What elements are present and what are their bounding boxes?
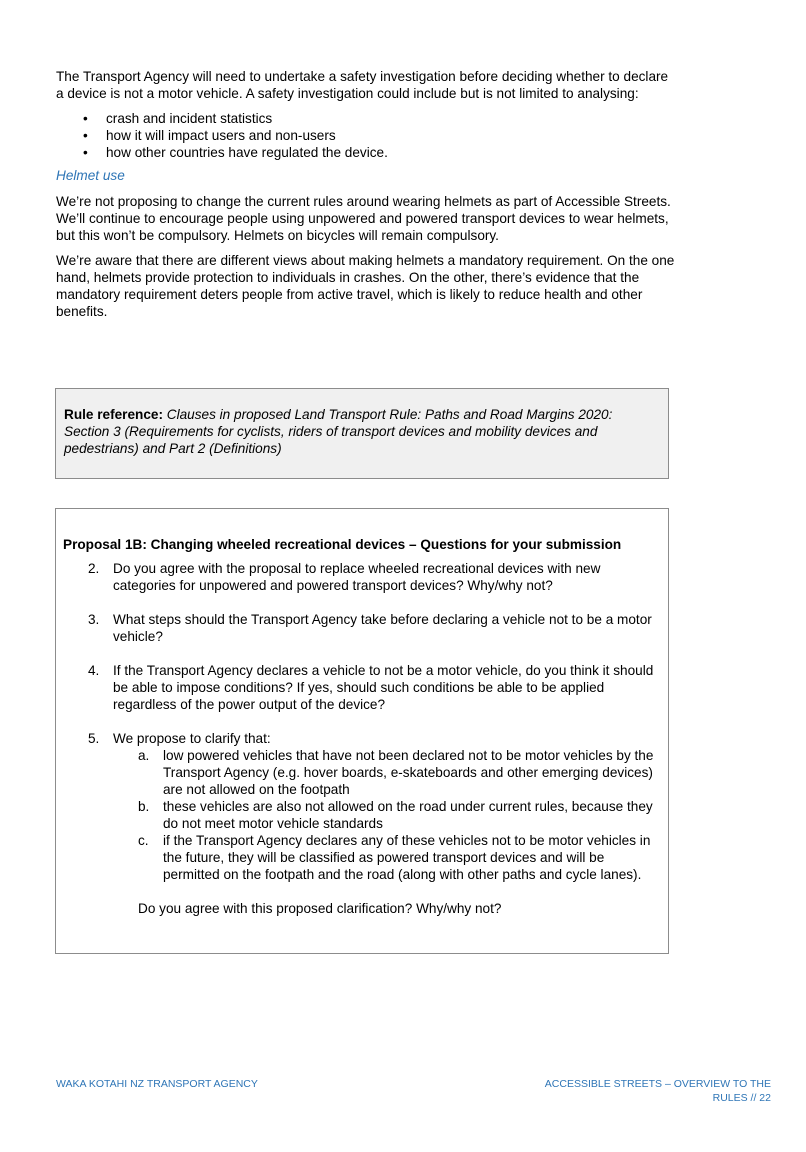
question-text: Do you agree with the proposal to replace wheeled recreational devices with new categories for unpowered and powered transport devices? Why/why not? <box>113 561 601 593</box>
footer-agency: WAKA KOTAHI NZ TRANSPORT AGENCY <box>56 1078 258 1090</box>
sub-item-letter: c. <box>138 833 149 848</box>
proposal-title: Proposal 1B: Changing wheeled recreational devices – Questions for your submission <box>63 537 622 552</box>
page-content <box>56 68 676 328</box>
footer-title-line-2: RULES // 22 <box>712 1092 771 1104</box>
helmet-paragraph-1: We’re not proposing to change the current rules around wearing helmets as part of Accessible Streets. We’ll continue to encourage people using unpowered and powered transport devices to wear helmets, but this won’t be compulsory. Helmets on bicycles will remain compulsory. <box>56 194 671 243</box>
list-item <box>56 127 676 144</box>
list-item <box>56 110 676 127</box>
bullet-icon: • <box>83 111 88 126</box>
question-number: 4. <box>88 663 100 678</box>
rule-reference-box <box>55 388 669 479</box>
helmet-paragraph-2: We’re aware that there are different views about making helmets a mandatory requirement. On the one hand, helmets provide protection to individuals in crashes. On the other, there’s evidence that the mandatory requirement deters people from active travel, which is likely to reduce health and other benefits. <box>56 253 675 319</box>
sub-item-letter: a. <box>138 748 150 763</box>
sub-item-text: low powered vehicles that have not been declared not to be motor vehicles by the Transport Agency (e.g. hover boards, e-skateboards and other emerging devices) are not allowed on the footpath <box>163 748 654 797</box>
footer-title-line-1: ACCESSIBLE STREETS – OVERVIEW TO THE <box>544 1078 771 1090</box>
question-number: 3. <box>88 612 100 627</box>
sub-item <box>113 798 660 832</box>
question-text: What steps should the Transport Agency take before declaring a vehicle not to be a motor vehicle? <box>113 612 652 644</box>
closing-question: Do you agree with this proposed clarification? Why/why not? <box>138 901 502 916</box>
rule-reference-clauses: Clauses in proposed Land Transport Rule: Paths and Road Margins 2020: Section 3 (Requirements for cyclists, riders of transport devices and mobility devices and pedestrians) and Part 2 (Definitions) <box>64 407 613 456</box>
rule-reference-label: Rule reference: <box>64 407 163 422</box>
question-number: 2. <box>88 561 100 576</box>
question-list <box>63 560 660 917</box>
sub-item-letter: b. <box>138 799 150 814</box>
list-item-text: crash and incident statistics <box>106 111 273 126</box>
clarification-list <box>113 747 660 883</box>
footer-document-title <box>505 1077 771 1105</box>
list-item-text: how other countries have regulated the device. <box>106 145 388 160</box>
question-item <box>63 730 660 917</box>
question-text: If the Transport Agency declares a vehicle to not be a motor vehicle, do you think it should be able to impose conditions? If yes, should such conditions be able to be applied regardless of the power output of the device? <box>113 663 654 712</box>
submission-questions-box <box>55 508 669 954</box>
question-number: 5. <box>88 731 100 746</box>
sub-item-text: if the Transport Agency declares any of these vehicles not to be motor vehicles in the future, they will be classified as powered transport devices and will be permitted on the footpath and the road (along with other paths and cycle lanes). <box>163 833 651 882</box>
sub-item-text: these vehicles are also not allowed on the road under current rules, because they do not meet motor vehicle standards <box>163 799 653 831</box>
rule-reference-text <box>64 406 660 457</box>
list-item <box>56 144 676 161</box>
list-item-text: how it will impact users and non-users <box>106 128 336 143</box>
question-text: We propose to clarify that: <box>113 731 271 746</box>
question-item <box>63 560 660 594</box>
intro-paragraph: The Transport Agency will need to undertake a safety investigation before deciding whether to declare a device is not a motor vehicle. A safety investigation could include but is not limited to analysing: <box>56 69 669 101</box>
question-item <box>63 611 660 645</box>
sub-item <box>113 747 660 798</box>
question-item <box>63 662 660 713</box>
bullet-icon: • <box>83 128 88 143</box>
helmet-use-heading: Helmet use <box>56 168 125 183</box>
bullet-icon: • <box>83 145 88 160</box>
sub-item <box>113 832 660 883</box>
investigation-list <box>56 110 676 161</box>
